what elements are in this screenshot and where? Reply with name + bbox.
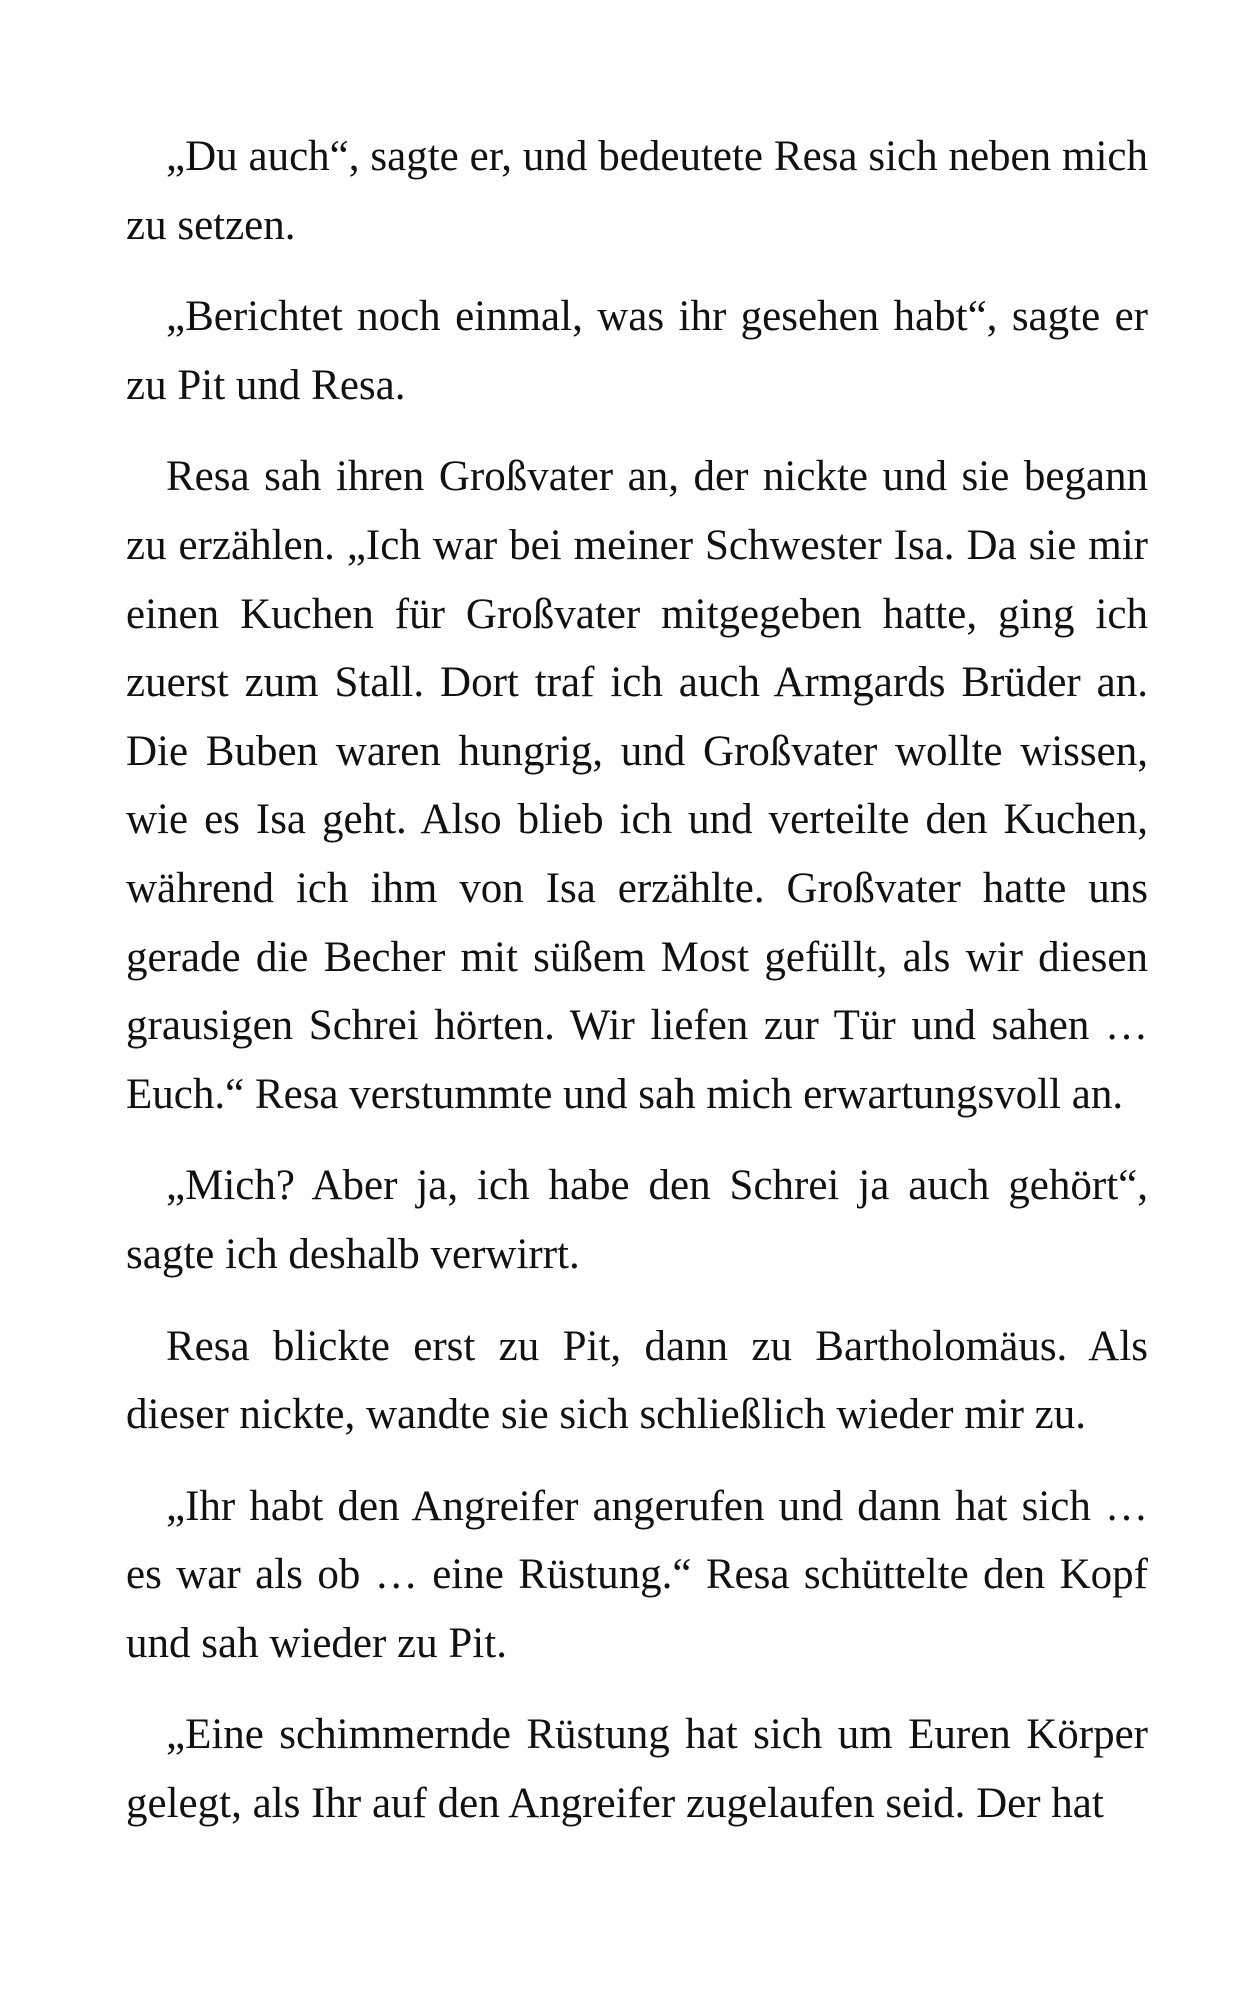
paragraph: „Mich? Aber ja, ich habe den Schrei ja auch gehört“, sagte ich deshalb verwirrt.: [126, 1162, 1148, 1278]
paragraph: „Du auch“, sagte er, und bedeutete Resa sich neben mich zu setzen.: [126, 133, 1148, 249]
paragraph: „Ihr habt den Angreifer angerufen und dann hat sich … es war als ob … eine Rüstung.“ Resa schüttelte den Kopf und sah wieder zu Pit.: [126, 1482, 1148, 1667]
paragraph: Resa sah ihren Großvater an, der nickte und sie begann zu erzählen. „Ich war bei meiner Schwester Isa. Da sie mir einen Kuchen für Großvater mitgegeben hatte, ging ich zuerst zum Stall. Dort traf ich auch Armgards Brüder an. Die Buben waren hungrig, und Großvater wollte wissen, wie es Isa geht. Also blieb ich und verteilte den Kuchen, während ich ihm von Isa erzählte. Großvater hatte uns gerade die Becher mit süßem Most gefüllt, als wir diesen grausigen Schrei hörten. Wir liefen zur Tür und sahen … Euch.“ Resa verstummte und sah mich erwartungsvoll an.: [126, 453, 1148, 1118]
paragraph: „Berichtet noch einmal, was ihr gesehen habt“, sagte er zu Pit und Resa.: [126, 293, 1148, 409]
paragraph: Resa blickte erst zu Pit, dann zu Bartholomäus. Als dieser nickte, wandte sie sich schließlich wieder mir zu.: [126, 1322, 1148, 1439]
book-page-text: [126, 123, 1148, 1862]
paragraph: „Eine schimmernde Rüstung hat sich um Euren Körper gelegt, als Ihr auf den Angreifer zugelaufen seid. Der hat: [126, 1711, 1148, 1828]
